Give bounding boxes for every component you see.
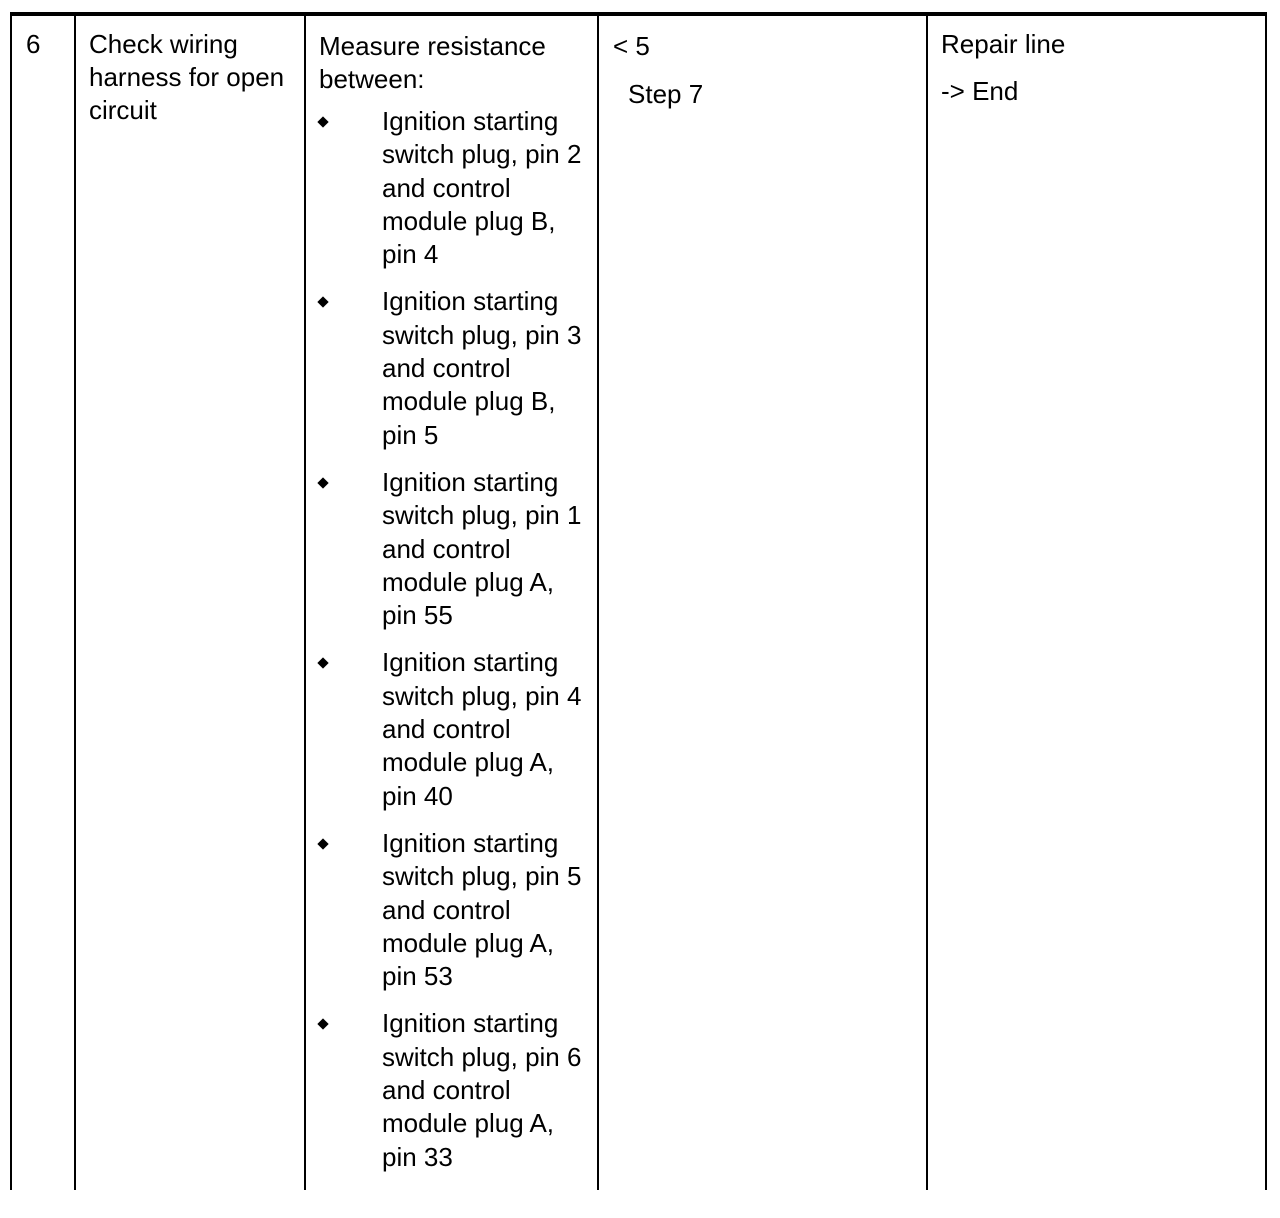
list-item — [319, 827, 589, 993]
list-item — [319, 285, 589, 451]
diamond-bullet-icon — [317, 477, 328, 488]
list-item — [319, 646, 589, 812]
result-next-step: Step 7 — [628, 79, 704, 109]
table-border-left — [10, 12, 12, 1190]
list-item-text: Ignition starting switch plug, pin 6 and control module plug A, pin 33 — [382, 1008, 582, 1172]
diamond-bullet-icon — [317, 658, 328, 669]
list-item-text: Ignition starting switch plug, pin 5 and control module plug A, pin 53 — [382, 827, 582, 992]
diamond-bullet-icon — [317, 116, 328, 127]
list-item-text: Ignition starting switch plug, pin 1 and control module plug A, pin 55 — [382, 466, 582, 631]
step-number: 6 — [26, 29, 41, 59]
action-intro: Measure resistance between: — [319, 31, 546, 94]
column-divider-3 — [597, 12, 599, 1190]
diamond-bullet-icon — [317, 838, 328, 849]
remedy-action: Repair line — [941, 29, 1066, 59]
column-divider-2 — [304, 12, 306, 1190]
diagnostic-table — [10, 12, 1267, 1190]
remedy-next-step: -> End — [941, 76, 1019, 106]
list-item-text: Ignition starting switch plug, pin 4 and control module plug A, pin 40 — [382, 647, 582, 811]
list-item-text: Ignition starting switch plug, pin 2 and control module plug B, pin 4 — [382, 106, 582, 270]
column-divider-4 — [926, 12, 928, 1190]
list-item-text: Ignition starting switch plug, pin 3 and control module plug B, pin 5 — [382, 286, 582, 450]
column-divider-1 — [74, 12, 76, 1190]
table-border-right — [1265, 12, 1267, 1190]
diamond-bullet-icon — [317, 297, 328, 308]
measurement-list — [319, 105, 589, 1188]
list-item — [319, 466, 589, 632]
result-value: < 5 — [613, 31, 650, 61]
diamond-bullet-icon — [317, 1019, 328, 1030]
test-step-title: Check wiring harness for open circuit — [89, 29, 285, 125]
list-item — [319, 1007, 589, 1173]
list-item — [319, 105, 589, 271]
